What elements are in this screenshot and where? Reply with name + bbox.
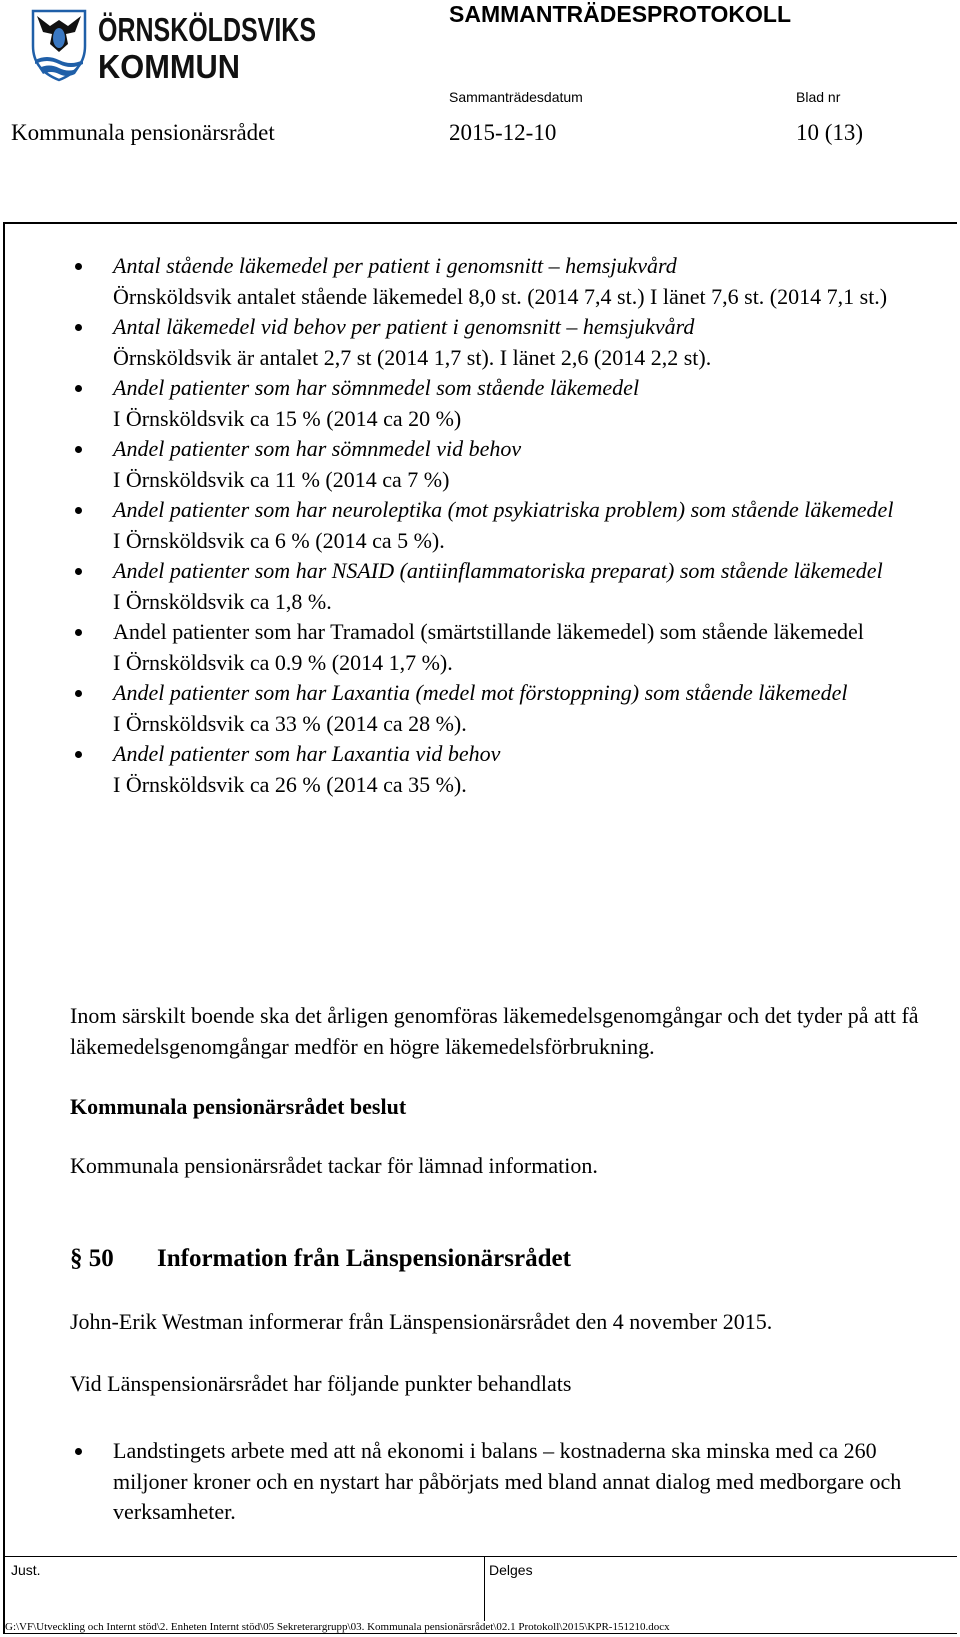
footer-delges-label: Delges xyxy=(489,1562,533,1578)
list-item xyxy=(113,495,953,556)
coat-of-arms-icon xyxy=(33,11,85,80)
list-item xyxy=(113,556,953,617)
list-item-heading: Andel patienter som har Tramadol (smärtstillande läkemedel) som stående läkemedel xyxy=(113,619,864,644)
footer-just-label: Just. xyxy=(11,1562,41,1578)
list-item-heading: Andel patienter som har neuroleptika (mot psykiatriska problem) som stående läkemedel xyxy=(113,497,894,522)
footer-file-path: G:\VF\Utveckling och Internt stöd\2. Enheten Internt stöd\05 Sekreterargrupp\03. Kommunala pensionärsrådet\02.1 Protokoll\2015\KPR-151210.docx xyxy=(5,1621,670,1633)
list-item xyxy=(113,251,953,312)
section-number: § 50 xyxy=(70,1245,114,1272)
document-type: SAMMANTRÄDESPROTOKOLL xyxy=(449,1,792,27)
list-item-detail: I Örnsköldsvik ca 15 % (2014 ca 20 %) xyxy=(113,405,462,431)
section-title: Information från Länspensionärsrådet xyxy=(157,1245,571,1272)
paragraph-westman-info: John-Erik Westman informerar från Länspensionärsrådet den 4 november 2015. xyxy=(70,1309,773,1334)
list-item-heading: Andel patienter som har Laxantia (medel mot förstoppning) som stående läkemedel xyxy=(113,680,848,705)
list-item-detail: I Örnsköldsvik ca 0.9 % (2014 1,7 %). xyxy=(113,649,453,675)
page-number-label: Blad nr xyxy=(796,89,841,105)
list-item-detail: I Örnsköldsvik ca 26 % (2014 ca 35 %). xyxy=(113,771,467,797)
list-item-detail: I Örnsköldsvik ca 1,8 %. xyxy=(113,588,332,614)
section-heading xyxy=(70,1245,571,1273)
municipality-logo xyxy=(30,8,320,83)
list-item-detail: I Örnsköldsvik ca 11 % (2014 ca 7 %) xyxy=(113,466,450,492)
list-item-heading: Andel patienter som har sömnmedel vid behov xyxy=(113,436,522,461)
list-item-heading: Andel patienter som har Laxantia vid behov xyxy=(113,741,501,766)
list-item xyxy=(113,678,953,739)
list-item-heading: Andel patienter som har NSAID (antiinflammatoriska preparat) som stående läkemedel xyxy=(113,558,883,583)
paragraph-medication-reviews: Inom särskilt boende ska det årligen genomföras läkemedelsgenomgångar och det tyder på att få läkemedelsgenomgångar medför en högre läkemedelsförbrukning. xyxy=(70,1003,919,1059)
list-item xyxy=(113,617,953,678)
meeting-date: 2015-12-10 xyxy=(449,120,557,145)
paragraph-topics-intro: Vid Länspensionärsrådet har följande punkter behandlats xyxy=(70,1371,572,1396)
logo-text-line-1: ÖRNSKÖLDSVIKS xyxy=(98,11,316,48)
logo-text-line-2: KOMMUN xyxy=(98,48,240,85)
list-item-heading: Andel patienter som har sömnmedel som stående läkemedel xyxy=(113,375,640,400)
medication-statistics-list xyxy=(113,251,953,800)
list-item-detail: I Örnsköldsvik ca 6 % (2014 ca 5 %). xyxy=(113,527,445,553)
topics-list xyxy=(113,1436,933,1528)
list-item-heading: Antal stående läkemedel per patient i genomsnitt – hemsjukvård xyxy=(113,253,677,278)
list-item xyxy=(113,373,953,434)
page-number: 10 (13) xyxy=(796,120,864,145)
decision-heading: Kommunala pensionärsrådet beslut xyxy=(70,1094,407,1119)
list-item-detail: I Örnsköldsvik ca 33 % (2014 ca 28 %). xyxy=(113,710,467,736)
list-item xyxy=(113,312,953,373)
decision-text: Kommunala pensionärsrådet tackar för lämnad information. xyxy=(70,1153,598,1178)
list-item-detail: Örnsköldsvik antalet stående läkemedel 8,0 st. (2014 7,4 st.) I länet 7,6 st. (2014 7,1 st.) xyxy=(113,283,888,309)
footer-divider-line xyxy=(3,1556,957,1557)
list-item-detail: Örnsköldsvik är antalet 2,7 st (2014 1,7 st). I länet 2,6 (2014 2,2 st). xyxy=(113,344,712,370)
list-item: Landstingets arbete med att nå ekonomi i balans – kostnaderna ska minska med ca 260 miljoner kroner och en nystart har påbörjats med bland annat dialog med medborgare och verksamheter. xyxy=(113,1436,933,1528)
meeting-date-label: Sammanträdesdatum xyxy=(449,89,583,105)
committee-name: Kommunala pensionärsrådet xyxy=(11,120,275,145)
list-item xyxy=(113,739,953,800)
list-item xyxy=(113,434,953,495)
footer-column-divider xyxy=(484,1556,485,1621)
list-item-heading: Antal läkemedel vid behov per patient i genomsnitt – hemsjukvård xyxy=(113,314,695,339)
